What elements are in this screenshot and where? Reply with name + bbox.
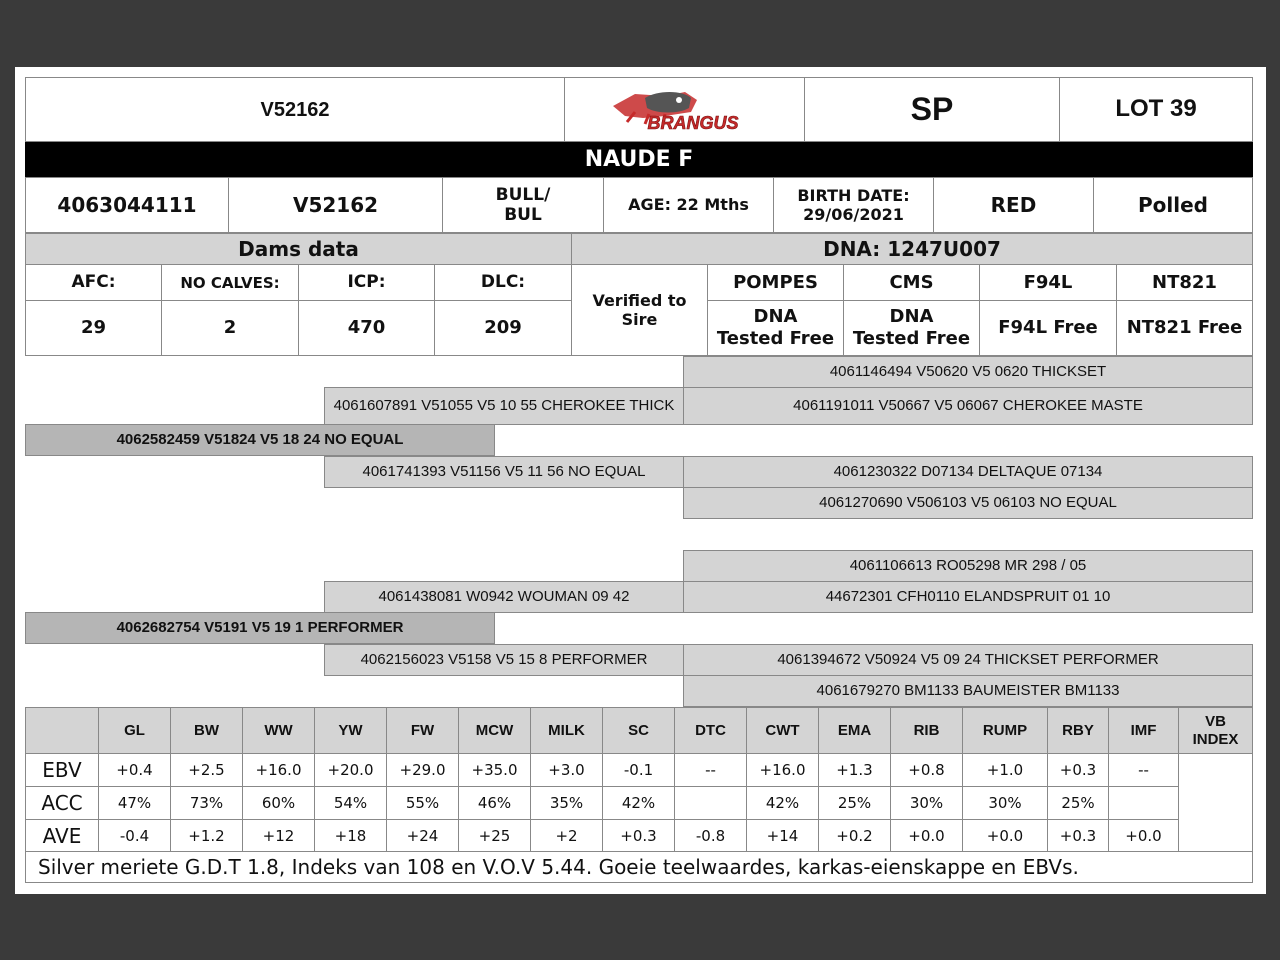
horn-status-cell: Polled [1093,177,1253,233]
ebv-col-imf: IMF [1108,707,1179,754]
ave-ema: +0.2 [818,819,891,852]
ebv-imf: -- [1108,753,1179,787]
logo-wordmark: BRANGUS [646,112,739,133]
breeder-name: NAUDE F [584,147,694,172]
verified-to-sire [571,264,708,356]
birth-date-label: BIRTH DATE: [797,185,910,205]
brangus-logo [564,77,805,142]
dams-header-icp: ICP: [298,264,435,301]
pedigree-dam-dam-sire: 4061394672 V50924 V5 09 24 THICKSET PERFORMER [683,644,1253,676]
ebv-sc: -0.1 [602,753,675,787]
dams-header-afc: AFC: [25,264,162,301]
acc-rib: 30% [890,786,963,820]
acc-milk: 35% [530,786,603,820]
dna-test-pompes: POMPES [707,264,844,301]
birth-date-cell [773,177,934,233]
ave-dtc: -0.8 [674,819,747,852]
dna-result-cms-line1: DNA [889,306,934,328]
ebv-col-rby: RBY [1047,707,1109,754]
ebv-col-gl: GL [98,707,171,754]
dna-result-cms-line2: Tested Free [852,328,971,349]
ebv-col-dtc: DTC [674,707,747,754]
ebv-rib: +0.8 [890,753,963,787]
dna-result-pompes-line1: DNA [753,306,798,328]
ebv-col-rib: RIB [890,707,963,754]
acc-ww: 60% [242,786,315,820]
ave-sc: +0.3 [602,819,675,852]
acc-rby: 25% [1047,786,1109,820]
pedigree-dam-sire-dam: 44672301 CFH0110 ELANDSPRUIT 01 10 [683,581,1253,613]
acc-cwt: 42% [746,786,819,820]
dams-value-afc: 29 [25,300,162,356]
ave-ww: +12 [242,819,315,852]
pedigree-sire-dam: 4061741393 V51156 V5 11 56 NO EQUAL [324,456,684,488]
pedigree-dam-dam: 4062156023 V5158 V5 15 8 PERFORMER [324,644,684,676]
ebv-col-sc: SC [602,707,675,754]
ave-bw: +1.2 [170,819,243,852]
birth-date-value: 29/06/2021 [803,205,904,224]
ebv-col-vb-index [1178,707,1253,754]
acc-rump: 30% [962,786,1048,820]
dna-result-f94l: F94L Free [979,300,1117,356]
ave-gl: -0.4 [98,819,171,852]
dams-value-dlc: 209 [434,300,572,356]
acc-ema: 25% [818,786,891,820]
ave-yw: +18 [314,819,387,852]
registration-number: 4063044111 [25,177,229,233]
ave-mcw: +25 [458,819,531,852]
pedigree-sire-dam-sire: 4061230322 D07134 DELTAQUE 07134 [683,456,1253,488]
ebv-col-ema: EMA [818,707,891,754]
ave-row-label: AVE [25,819,99,852]
ave-fw: +24 [386,819,459,852]
animal-id-top: V52162 [25,77,565,142]
pedigree-dam-sire-sire: 4061106613 RO05298 MR 298 / 05 [683,550,1253,582]
dna-title: DNA: 1247U007 [571,233,1253,265]
ebv-col-ww: WW [242,707,315,754]
ebv-col-rump: RUMP [962,707,1048,754]
animal-ident: V52162 [228,177,443,233]
ebv-mcw: +35.0 [458,753,531,787]
acc-sc: 42% [602,786,675,820]
pedigree-sire-sire: 4061607891 V51055 V5 10 55 CHEROKEE THICK [324,387,684,425]
acc-gl: 47% [98,786,171,820]
sex-line1: BULL/ [495,184,551,205]
ebv-yw: +20.0 [314,753,387,787]
ebv-ww: +16.0 [242,753,315,787]
ebv-dtc: -- [674,753,747,787]
ebv-rump: +1.0 [962,753,1048,787]
dna-test-f94l: F94L [979,264,1117,301]
ebv-col-cwt: CWT [746,707,819,754]
ebv-corner [25,707,99,754]
dna-result-nt821: NT821 Free [1116,300,1253,356]
pedigree-sire-sire-dam: 4061191011 V50667 V5 06067 CHEROKEE MASTE [683,387,1253,425]
dna-test-cms: CMS [843,264,980,301]
comment-text: Silver meriete G.D.T 1.8, Indeks van 108 en V.O.V 5.44. Goeie teelwaardes, karkas-eienskappe en EBVs. [25,851,1253,883]
pedigree-sire-sire-sire: 4061146494 V50620 V5 0620 THICKSET [683,356,1253,388]
dna-test-nt821: NT821 [1116,264,1253,301]
dams-value-icp: 470 [298,300,435,356]
ebv-milk: +3.0 [530,753,603,787]
ebv-bw: +2.5 [170,753,243,787]
pedigree-sire: 4062582459 V51824 V5 18 24 NO EQUAL [25,424,495,456]
ebv-row-label: EBV [25,753,99,787]
ave-cwt: +14 [746,819,819,852]
ave-rump: +0.0 [962,819,1048,852]
dna-result-cms [843,300,980,356]
pedigree-dam: 4062682754 V5191 V5 19 1 PERFORMER [25,612,495,644]
vb-index-value [1178,753,1253,852]
ebv-col-yw: YW [314,707,387,754]
verified-line2: Sire [621,310,658,329]
acc-mcw: 46% [458,786,531,820]
code-cell: SP [804,77,1060,142]
ebv-col-mcw: MCW [458,707,531,754]
age-cell: AGE: 22 Mths [603,177,774,233]
acc-fw: 55% [386,786,459,820]
ave-milk: +2 [530,819,603,852]
ebv-rby: +0.3 [1047,753,1109,787]
ebv-gl: +0.4 [98,753,171,787]
acc-row-label: ACC [25,786,99,820]
vb-index-line1: VB [1205,713,1226,731]
verified-line1: Verified to [592,290,687,310]
acc-imf [1108,786,1179,820]
dams-header-calves: NO CALVES: [161,264,299,301]
dams-value-calves: 2 [161,300,299,356]
dams-header-dlc: DLC: [434,264,572,301]
catalogue-card [15,67,1266,894]
ave-rib: +0.0 [890,819,963,852]
dna-result-pompes [707,300,844,356]
sex-cell [442,177,604,233]
sex-line2: BUL [504,205,542,225]
pedigree-sire-dam-dam: 4061270690 V506103 V5 06103 NO EQUAL [683,487,1253,519]
ebv-ema: +1.3 [818,753,891,787]
pedigree-dam-dam-dam: 4061679270 BM1133 BAUMEISTER BM1133 [683,675,1253,707]
vb-index-line2: INDEX [1192,730,1239,748]
ebv-col-bw: BW [170,707,243,754]
acc-dtc [674,786,747,820]
ave-imf: +0.0 [1108,819,1179,852]
colour-cell: RED [933,177,1094,233]
ebv-cwt: +16.0 [746,753,819,787]
bull-logo-icon [605,86,765,134]
ebv-fw: +29.0 [386,753,459,787]
dna-result-pompes-line2: Tested Free [716,328,835,349]
dams-data-title: Dams data [25,233,572,265]
ebv-table [25,707,1253,883]
acc-bw: 73% [170,786,243,820]
lot-number: LOT 39 [1059,77,1253,142]
ebv-col-fw: FW [386,707,459,754]
ebv-col-milk: MILK [530,707,603,754]
pedigree-dam-sire: 4061438081 W0942 WOUMAN 09 42 [324,581,684,613]
ave-rby: +0.3 [1047,819,1109,852]
acc-yw: 54% [314,786,387,820]
breeder-bar [25,142,1253,177]
